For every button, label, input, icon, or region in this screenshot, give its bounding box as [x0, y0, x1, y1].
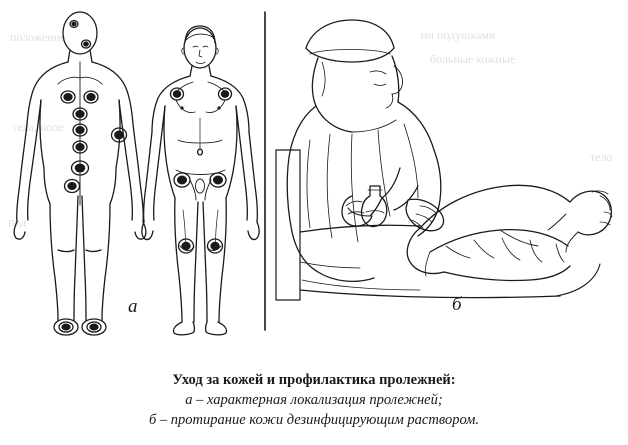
- background-text-1: ми подушками: [420, 28, 496, 42]
- body-front-view: [142, 26, 259, 335]
- caption-line-a: а – характерная локализация пролежней;: [185, 392, 443, 408]
- background-text-2: тела, попе: [12, 120, 65, 134]
- nurse-and-patient-scene: [276, 20, 612, 300]
- background-text-4: под: [8, 215, 27, 229]
- panel-label-a: а: [128, 296, 138, 317]
- background-text-5: тело: [590, 150, 613, 164]
- background-text-0: положение: [10, 30, 66, 44]
- figure-caption: [0, 370, 628, 430]
- pressure-points-front: [171, 88, 232, 253]
- caption-line-b: б – протирание кожи дезинфицирующим раствором.: [148, 412, 480, 428]
- background-text-3: больные кожные: [430, 52, 516, 66]
- caption-line-title: Уход за кожей и профилактика пролежней:: [172, 372, 456, 388]
- body-back-view: [14, 12, 146, 335]
- panel-label-b: б: [452, 294, 462, 315]
